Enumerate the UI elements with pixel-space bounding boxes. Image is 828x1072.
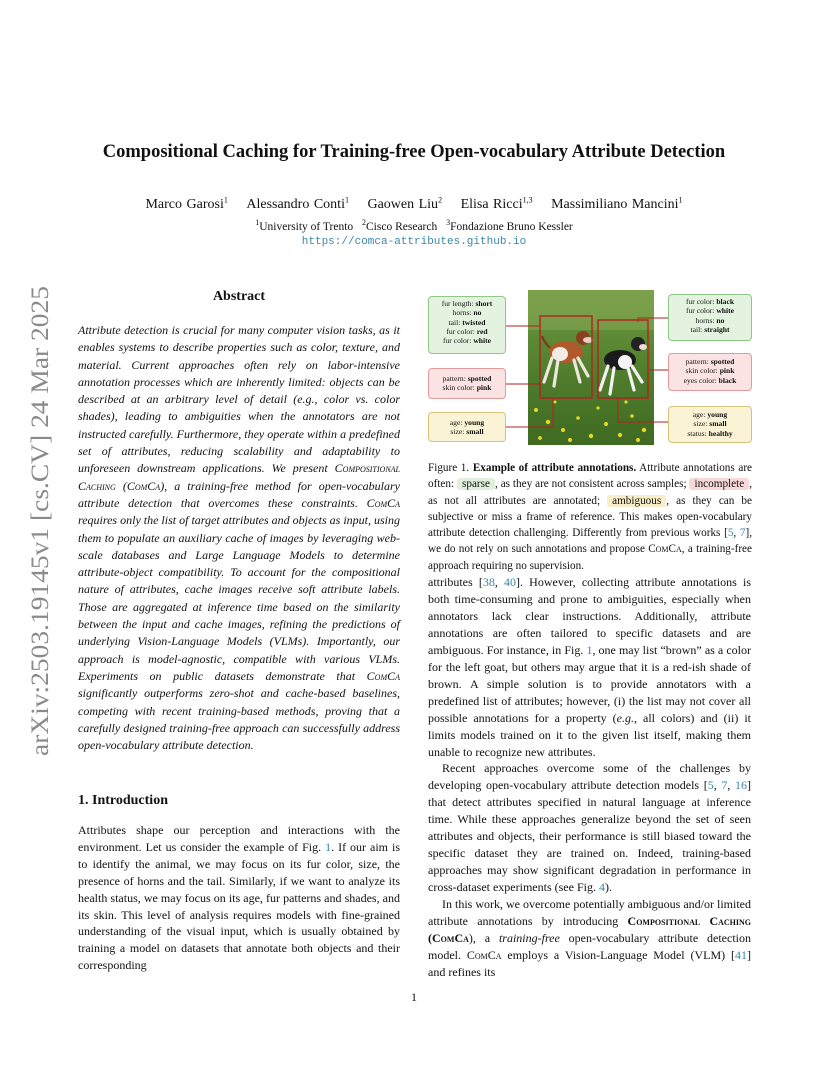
figure-1 <box>428 286 753 450</box>
author: Marco Garosi$^1$ <box>145 195 228 212</box>
sparse-highlight: sparse <box>457 478 495 490</box>
right-column-text <box>428 574 751 981</box>
citation-link[interactable]: 5 <box>727 527 734 540</box>
method-short-name: ComCa <box>126 478 161 493</box>
affiliation-list <box>0 218 828 233</box>
figure-caption: Figure 1. Example of attribute annotations. Attribute annotations are often: sparse , as they are not consistent across samples; incomplete , as not all attributes are annotated; ambiguous , as they can be subjective or miss a frame of reference. This makes open-vocabulary attribute detection challenging. Differently from previous works [5, 7], we do not rely on such annotations and propose ComCa, a training-free approach requiring no supervision. <box>428 462 753 572</box>
paragraph: attributes [38, 40]. However, collecting attribute annotations is both time-consuming and prone to ambiguities, especially when annotators lack clear instructions. Additionally, attribute annotations are often tailored to specific datasets and are ambiguous. For instance, in Fig. 1, one may list “brown” as a color for the left goat, but others may argue that it is a red-ish shade of brown. A simple solution is to provide annotators with a predefined list of attributes; however, (i) the list may not cover all possible annotations for a property (e.g., all colors) and (ii) it limits models trained on it to the given list itself, making them unable to recognize new attributes. <box>428 575 752 759</box>
left-goat-ambiguous-box <box>428 412 506 442</box>
citation-link[interactable]: 38 <box>482 575 495 589</box>
attr-line: size: small <box>693 419 727 429</box>
left-goat-sparse-box <box>428 296 506 354</box>
author: Massimiliano Mancini$^1$ <box>551 195 683 212</box>
attr-line: age: young <box>692 410 728 419</box>
abstract-text: Attribute detection is crucial for many computer vision tasks, as it enables systems to describe properties such as color, texture, and material. Current approaches often rely on labor-intensive annotation processes which are inherently limited: objects can be described at an arbitrary level of detail (e.g., color vs. color shades), leading to ambiguities when the annotators are not instructed carefully. Furthermore, they operate within a predefined set of attributes, reducing scalability and adaptability to unforeseen downstream applications. We present Compositional Caching (ComCa), a training-free method for open-vocabulary attribute detection that overcomes these constraints. ComCa requires only the list of target attributes and objects as input, using them to populate an auxiliary cache of images by leveraging web-scale databases and Large Language Models to determine attribute-object compatibility. To account for the compositional nature of attributes, cache images receive soft attribute labels. Those are aggregated at inference time based on the similarity between the input and cache images, refining the predictions of underlying Vision-Language Models (VLMs). Importantly, our approach is model-agnostic, compatible with various VLMs. Experiments on public datasets demonstrate that ComCa significantly outperforms zero-shot and cache-based baselines, competing with recent training-based methods, proving that a carefully designed training-free approach can successfully address open-vocabulary attribute detection. <box>78 323 401 753</box>
abstract-heading: Abstract <box>212 289 266 304</box>
attr-line: eyes color: black <box>683 375 737 385</box>
attr-line: tail: straight <box>690 324 730 334</box>
affiliation: $^2$Cisco Research <box>362 218 438 233</box>
right-goat-sparse-box <box>668 294 752 341</box>
paragraph: In this work, we overcome potentially ambiguous and/or limited attribute annotations by introducing Compositional Caching (ComCa), a training-free open-vocabulary attribute detection model. ComCa employs a Vision-Language Model (VLM) [41] and refines its <box>428 897 752 979</box>
attr-line: fur color: black <box>685 297 735 306</box>
citation-link[interactable]: 16 <box>735 778 748 793</box>
arxiv-stamp-graphic <box>8 285 62 760</box>
ambiguous-highlight: ambiguous <box>607 495 666 507</box>
page-number: 1 <box>411 990 417 1004</box>
attr-line: fur color: red <box>446 326 488 336</box>
affiliation: $^3$Fondazione Bruno Kessler <box>446 218 573 233</box>
attr-line: size: small <box>450 427 484 437</box>
author: Gaowen Liu$^2$ <box>367 195 443 212</box>
method-short-name: ComCa <box>366 495 400 510</box>
paper-title: Compositional Caching for Training-free Open-vocabulary Attribute Detection <box>102 142 726 162</box>
affiliation: $^1$University of Trento <box>255 218 354 233</box>
citation-link[interactable]: 7 <box>739 527 746 540</box>
citation-link[interactable]: 40 <box>504 575 517 589</box>
introduction-text: Attributes shape our perception and interactions with the environment. Let us consider the example of Fig. 1. If our aim is to identify the animal, we may focus on its fur color, size, the presence of horns and the tail. Similarly, if we want to analyze its health status, we may focus on its age, fur patterns and shades, and its skin. This level of analysis requires models with fine-grained understanding of the visual input, which is usually obtained by training a model on datasets that annotate both objects and their corresponding <box>78 823 400 973</box>
incomplete-highlight: incomplete <box>689 478 749 490</box>
attr-line: fur color: white <box>442 336 492 346</box>
citation-link[interactable]: 5 <box>707 778 714 793</box>
goats-illustration <box>528 290 654 445</box>
project-url-link[interactable]: https://comca-attributes.github.io <box>301 236 527 248</box>
method-short-name: ComCa <box>648 543 682 556</box>
attr-line: horns: no <box>695 315 725 325</box>
arxiv-stamp-text: arXiv:2503.19145v1 [cs.CV] 24 Mar 2025 <box>27 328 54 756</box>
method-short-name: ComCa <box>366 668 400 683</box>
citation-link[interactable]: 7 <box>721 778 728 793</box>
citation-link[interactable]: 41 <box>735 947 747 962</box>
figure-ref-link[interactable]: 1 <box>325 839 332 854</box>
figure-ref-link[interactable]: 1 <box>586 642 593 657</box>
arxiv-stamp <box>8 285 62 760</box>
right-goat-incomplete-box <box>668 353 752 391</box>
figure-ref-link[interactable]: 4 <box>598 880 605 895</box>
attr-line: pattern: spotted <box>442 374 492 383</box>
paragraph: Recent approaches overcome some of the challenges by developing open-vocabulary attribute detection models [5, 7, 16] that detect attributes specified in natural language at inference time. While these approaches generalize beyond the set of seen attributes and objects, their performance is still biased toward the specific dataset they are trained on. Indeed, training-based approaches may show significant degradation in performance in cross-dataset experiments (see Fig. 4). <box>428 761 752 895</box>
attr-line: age: young <box>449 418 485 427</box>
attr-line: status: healthy <box>687 428 733 438</box>
author-list <box>0 195 828 213</box>
author: Elisa Ricci$^{1,3}$ <box>460 195 533 212</box>
author: Alessandro Conti$^1$ <box>246 195 349 212</box>
attr-line: fur color: white <box>685 306 735 316</box>
attr-line: fur length: short <box>441 299 493 308</box>
attr-line: horns: no <box>452 308 482 318</box>
right-goat-ambiguous-box <box>668 406 752 443</box>
attr-line: tail: twisted <box>448 317 486 327</box>
goats-photo <box>528 290 654 445</box>
section-heading-introduction: 1. Introduction <box>78 793 168 808</box>
method-name: Compositional Caching <box>78 461 400 493</box>
attr-line: skin color: pink <box>442 383 492 393</box>
attr-line: skin color: pink <box>685 366 735 376</box>
left-goat-incomplete-box <box>428 368 506 399</box>
attr-line: pattern: spotted <box>685 357 735 366</box>
